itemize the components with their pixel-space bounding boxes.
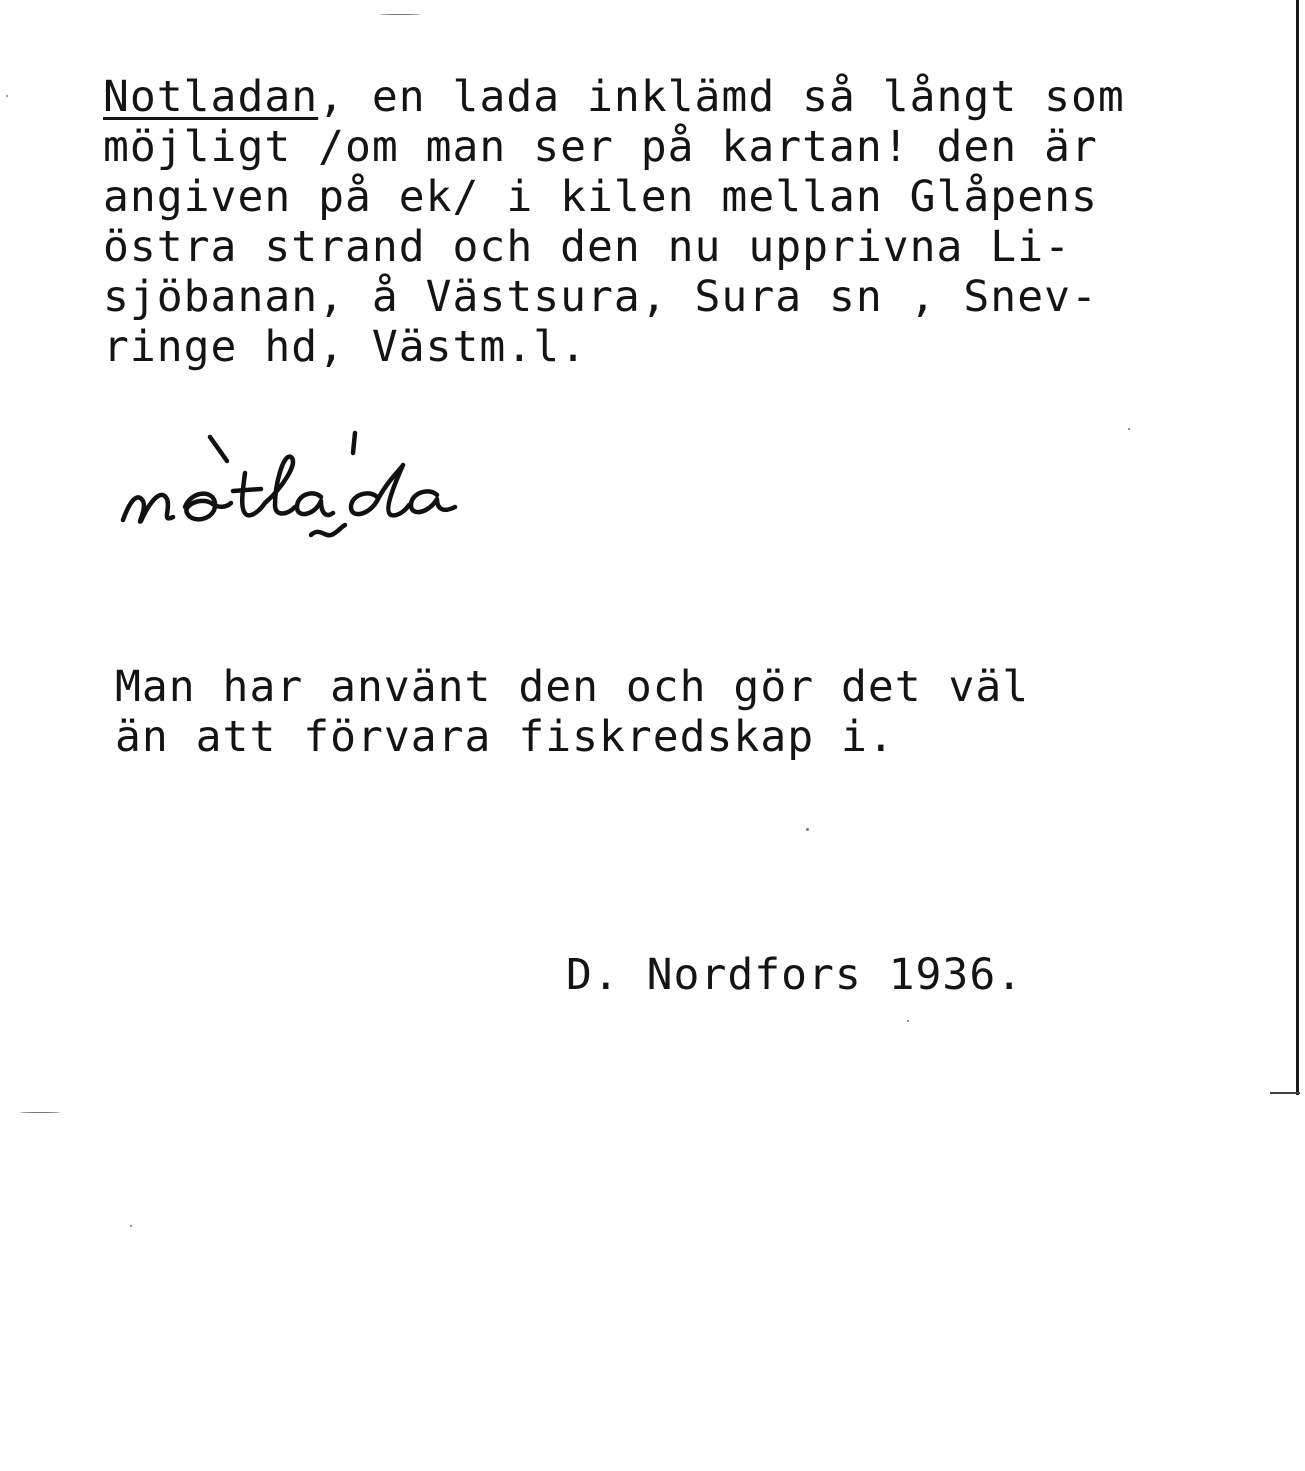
typed-line: Man har använt den och gör det väl xyxy=(115,662,1030,712)
handwriting-drawing xyxy=(115,425,475,555)
scan-speck xyxy=(130,1225,132,1227)
scan-speck xyxy=(6,95,8,97)
typed-description xyxy=(103,72,1125,372)
card-bottom-edge xyxy=(1270,1092,1300,1094)
typed-line: ringe hd, Västm.l. xyxy=(103,322,587,372)
scan-speck xyxy=(806,828,809,831)
scan-speck xyxy=(380,14,420,15)
scan-speck xyxy=(1128,428,1130,430)
typed-line: östra strand och den nu upprivna Li- xyxy=(103,222,1071,272)
recorder-signature xyxy=(566,950,1023,1000)
handwritten-word-form xyxy=(115,425,475,555)
typed-line: angiven på ek/ i kilen mellan Glåpens xyxy=(103,172,1098,222)
typed-line: än att förvara fiskredskap i. xyxy=(115,712,895,762)
typed-line xyxy=(103,72,1125,122)
headword: Notladan xyxy=(103,72,319,122)
scan-speck xyxy=(907,1020,909,1022)
card-right-edge xyxy=(1296,0,1299,1095)
scan-speck xyxy=(20,1112,60,1113)
typed-line: möjligt /om man ser på kartan! den är xyxy=(103,122,1098,172)
typed-line-text: , en lada inklämd så långt som xyxy=(318,72,1125,122)
typed-line: sjöbanan, å Västsura, Sura sn , Snev- xyxy=(103,272,1098,322)
typed-usage-note xyxy=(115,662,1029,762)
signature-text: D. Nordfors 1936. xyxy=(566,950,1024,1000)
